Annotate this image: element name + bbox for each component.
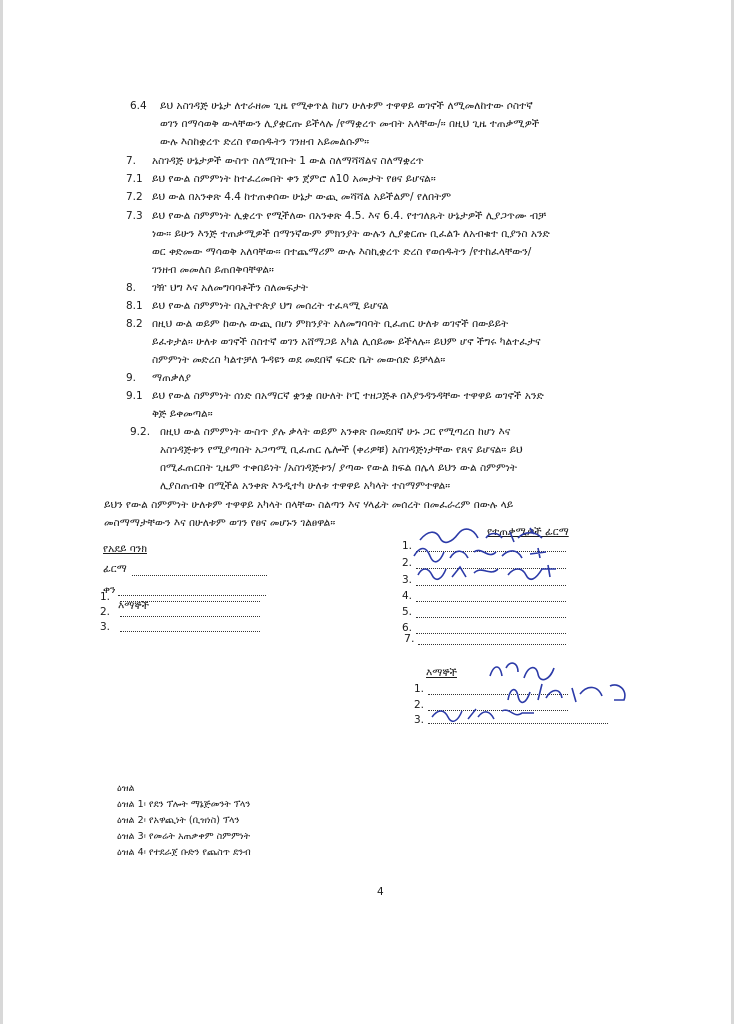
bank-sign-line — [132, 574, 267, 576]
clause-8-1-number: 8.1 — [126, 300, 143, 312]
attachments-title: ዕዝል — [117, 783, 135, 794]
beneficiary-line-4 — [416, 600, 566, 602]
clause-9-2-line-3: በሚፈጠርበት ጊዜም ተቀበይነት /አስገዳጅቱን/ ያጣው የውል ክፍል በሌላ ይህን ውል ስምምነት — [160, 462, 518, 474]
clause-9-1-line-1: ይህ የውል ስምምነት ሰነድ በአማርኛ ቋንቋ በሁለት ኮፒ ተዘጋጅቶ በእያንዳንዳቸው ተዋዋይ ወገኖች አንድ — [152, 390, 544, 402]
bank-witness-number-3: 3. — [100, 621, 111, 633]
clause-9-2-number: 9.2. — [130, 426, 151, 438]
clause-6-4-line-1: ይህ አስገዳጅ ሁኔታ ለተራዘመ ጊዜ የሚቀጥል ከሆነ ሁለቱም ተዋዋይ ወገኖች ለሚመለከተው ሶስተኛ — [160, 100, 533, 112]
bank-witness-number-1: 1. — [100, 591, 111, 603]
beneficiary-number-7: 7. — [404, 632, 415, 645]
attachment-item-4: ዕዝል 4፡ የተደራጀ ቡድን የጨስጥ ደንብ — [117, 847, 251, 858]
beneficiary-number-5: 5. — [402, 606, 413, 618]
beneficiary-witness-title: እማኞች — [426, 667, 458, 679]
scan-edge-left — [0, 0, 3, 1024]
section-8-number: 8. — [126, 282, 137, 294]
attachment-item-1: ዕዝል 1፡ የደን ፕሎት ማኔጅመንት ፕላን — [117, 799, 251, 810]
clause-8-2-line-2: ይፈቱታል። ሁለቱ ወገኖች ስስተኛ ወገን አሸማጋይ አካል ሊሰይሙ ይችላሉ። ይህም ሆኖ ችግሩ ካልተፈታና — [152, 336, 541, 348]
beneficiary-line-5 — [416, 616, 566, 618]
clause-7-3-line-2: ነው። ይሁን እንጅ ተጠቃሚዎች በማንኛውም ምክንያት ውሉን ሊያቋርጡ ቢፈልጉ ለአብቁተ ቢያንስ አንድ — [152, 228, 550, 240]
beneficiary-number-4: 4. — [402, 590, 413, 602]
clause-7-1-number: 7.1 — [126, 173, 143, 185]
clause-9-2-line-2: አስገዳጅቱን የሚያጣበት አጋጣሚ ቢፈጠር ሌሎች (ቀሪዎቹ) አስገዳጅነታቸው የጸና ይሆናል። ይህ — [160, 444, 523, 456]
clause-7-2-number: 7.2 — [126, 191, 143, 203]
beneficiary-number-6: 6. — [402, 622, 413, 634]
beneficiary-line-6 — [416, 632, 566, 634]
beneficiary-witness-number-1: 1. — [414, 683, 425, 695]
clause-6-4-line-3: ውሉ እስከቋረጥ ድረስ የወሰዱትን ገንዘብ አይመልሱም። — [160, 136, 370, 148]
beneficiary-witness-number-3: 3. — [414, 714, 425, 726]
clause-6-4-line-2: ወገን በማሳወቅ ውላቸውን ሊያቋርጡ ይችላሉ /የማቋረጥ መብት አላቸው/። በዚህ ጊዜ ተጠቃሚዎች — [160, 118, 540, 130]
bank-date-line — [118, 594, 266, 596]
clause-9-2-line-1: በዚህ ውል ስምምነት ውስጥ ያሉ ቃላት ወይም አንቀጽ በመደበኛ ሁኑ ጋር የሚጣረስ ከሆነ እና — [160, 426, 511, 438]
clause-9-2-line-4: ሊያስጠብቅ በሚችል አንቀጽ እንዲተካ ሁለቱ ተዋዋይ አካላት ተስማምተዋል። — [160, 480, 451, 492]
attachment-item-2: ዕዝል 2፡ የአዋጪነት (ቢዝነስ) ፕላን — [117, 815, 240, 826]
bank-signature-title: የአደይ ባንክ — [103, 543, 147, 555]
clause-7-3-line-1: ይህ የውል ስምምነት ሊቋረጥ የሚችለው በአንቀጽ 4.5. እና 6.4. የተገለጹት ሁኔታዎች ሊያጋጥሙ ብቻ — [152, 210, 547, 222]
section-7-heading: አስገዳጅ ሁኔታዎች ውስጥ ስለሚገቡት 1 ውል ስለማሻሻልና ስለማቋረጥ — [152, 155, 424, 167]
clause-7-3-number: 7.3 — [126, 210, 143, 222]
bank-witness-line-3 — [120, 630, 260, 632]
beneficiary-number-2: 2. — [402, 557, 413, 569]
bank-date-label: ቀን — [103, 584, 116, 596]
clause-6-4-number: 6.4 — [130, 100, 147, 112]
clause-9-1-number: 9.1 — [126, 390, 143, 402]
beneficiary-line-7 — [418, 643, 566, 645]
clause-9-1-line-2: ቅጅ ይቀመጣል። — [152, 408, 213, 420]
bank-sign-label: ፊርማ — [103, 563, 127, 575]
beneficiary-witness-number-2: 2. — [414, 699, 425, 711]
bank-witness-number-2: 2. — [100, 606, 111, 618]
bank-witness-line-2 — [120, 615, 260, 617]
closing-line-1: ይህን የውል ስምምነት ሁለቱም ተዋዋይ አካላት በላቸው ስልጣን እና ሃላፊት መሰረት በመፈራረም በውሉ ላይ — [104, 499, 514, 511]
closing-line-2: መስማማታቸውን እና በሁለቱም ወገን የፀና መሆኑን ገልፀዋል። — [104, 517, 336, 529]
page-number: 4 — [377, 886, 384, 898]
handwritten-signature-3 — [416, 563, 566, 587]
beneficiary-number-3: 3. — [402, 574, 413, 586]
clause-8-2-number: 8.2 — [126, 318, 143, 330]
clause-8-2-line-1: በዚህ ውል ወይም ከውሉ ውጪ በሆነ ምክንያት አለመግባባት ቢፈጠር ሁለቱ ወገኖች በውይይት — [152, 318, 509, 330]
bank-witness-line-1 — [120, 600, 260, 602]
clause-7-1-text: ይህ የውል ስምምነት ከተፈረመበት ቀን ጀምሮ ለ10 አመታት የፀና ይሆናል። — [152, 173, 436, 185]
clause-8-2-line-3: ስምምነት መድረስ ካልተቻለ ጉዳዩን ወደ መደበኛ ፍርድ ቤት መውሰድ ይቻላል። — [152, 354, 446, 366]
clause-7-3-line-3: ወር ቀድመው ማሳወቅ አለባቸው። በተጨማሪም ውሉ እስኪቋረጥ ድረስ የወሰዱትን /የተከፈላቸውን/ — [152, 246, 532, 258]
section-9-number: 9. — [126, 372, 137, 384]
bank-witness-title: እማኞች — [118, 600, 150, 612]
section-7-number: 7. — [126, 155, 137, 167]
beneficiaries-signature-title: የተጠቃሚዎች ፊርማ — [487, 526, 569, 538]
beneficiary-number-1: 1. — [402, 540, 413, 552]
clause-7-3-line-4: ገንዘብ መመለስ ይጠበቅባቸዋል። — [152, 264, 274, 276]
section-8-heading: ገዥ ህግ እና አለመግባባቶችን ስለመፍታት — [152, 282, 308, 294]
clause-7-2-text: ይህ ውል በአንቀጽ 4.4 ከተጠቀሰው ሁኔታ ውጪ መሻሻል አይችልም/ የለበትም — [152, 191, 452, 203]
section-9-heading: ማጠቃለያ — [152, 372, 192, 384]
clause-8-1-text: ይህ የውል ስምምነት በኢትዮጵያ ህግ መሰረት ተፈጻሚ ይሆናል — [152, 300, 389, 312]
attachment-item-3: ዕዝል 3፡ የመሬት አጠቃቀም ስምምነት — [117, 831, 251, 842]
handwritten-signature-witness-3 — [430, 705, 540, 729]
